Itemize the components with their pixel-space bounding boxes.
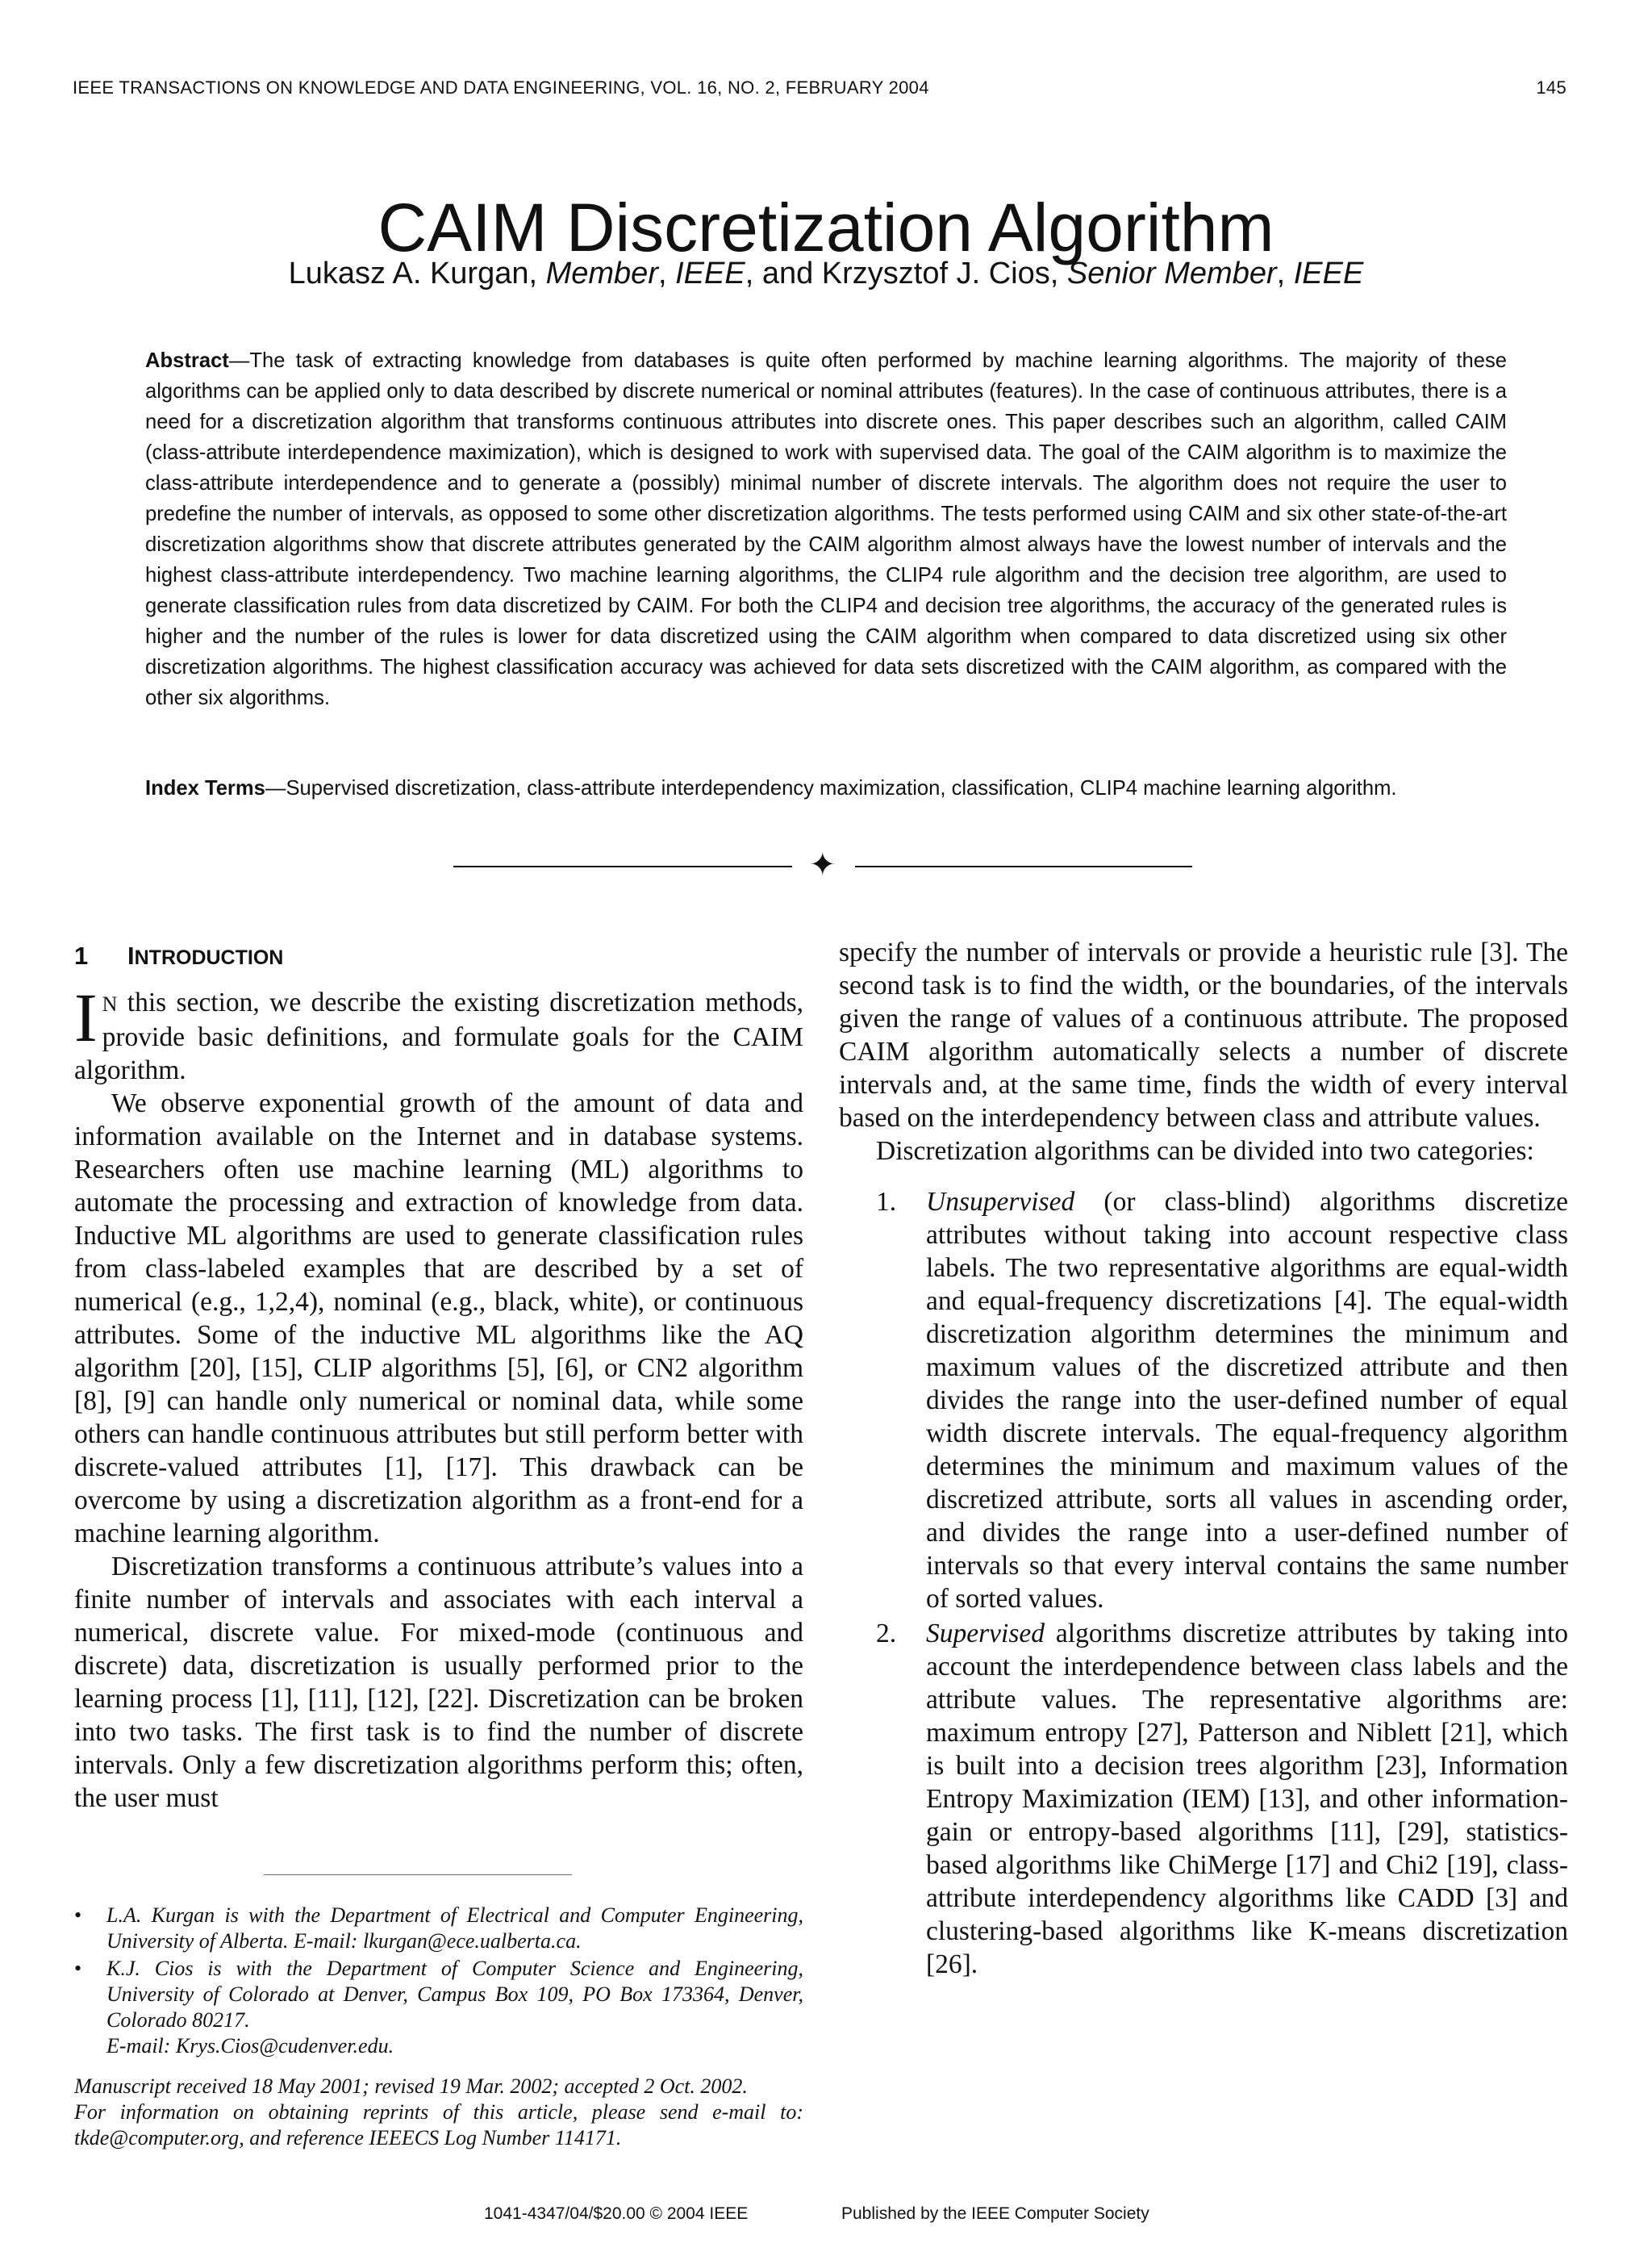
abstract-label: Abstract (145, 349, 229, 372)
author-2-name: , and Krzysztof J. Cios, (745, 257, 1067, 290)
author-2-role: Senior Member (1066, 257, 1277, 290)
intro-paragraph-3: Discretization transforms a continuous attribute’s values into a finite number of intervals and associates with each interval a numerical, discrete value. For mixed-mode (continuous and discrete) data, discretization is usually performed prior to the learning process [1], [11], [12], [22]. Discretization can be broken into two tasks. The first task is to find the number of discrete intervals. Only a few discretization algorithms perform this; often, the user must (74, 1552, 803, 1813)
footnotes (74, 1903, 803, 2151)
manuscript-dates: Manuscript received 18 May 2001; revised 19 Mar. 2002; accepted 2 Oct. 2002. (74, 2074, 748, 2098)
intro-first-letters: N (102, 992, 118, 1016)
section-number: 1 (74, 942, 89, 970)
drop-cap: I (74, 979, 98, 1056)
author-line (0, 257, 1652, 291)
separator: , (1276, 257, 1294, 290)
author-1-org: IEEE (675, 257, 745, 290)
intro-paragraph-2: We observe exponential growth of the amount of data and information available on the Internet and in database systems. Researchers often use machine learning (ML) algorithms to automate the processing and extraction of knowledge from data. Inductive ML algorithms are used to generate classification rules from class-labeled examples that are described by a set of numerical (e.g., 1,2,4), nominal (e.g., black, white), or continuous attributes. Some of the inductive ML algorithms like the AQ algorithm [20], [15], CLIP algorithms [5], [6], or CN2 algorithm [8], [9] can handle only numerical or nominal data, while some others can handle continuous attributes but still perform better with discrete-valued attributes [1], [17]. This drawback can be overcome by using a discretization algorithm as a front-end for a machine learning algorithm. (74, 1088, 803, 1548)
section-divider (0, 846, 1652, 883)
index-terms (145, 773, 1507, 804)
abstract (145, 345, 1507, 713)
intro-paragraph-4: specify the number of intervals or provide a heuristic rule [3]. The second task is to find the width, or the boundaries, of the intervals given the range of values of a continuous attribute. The proposed CAIM algorithm automatically selects a number of discrete intervals and, at the same time, finds the width of every interval based on the interdependency between class and attribute values. (839, 938, 1568, 1133)
divider-line-left (453, 866, 792, 867)
author-2-org: IEEE (1293, 257, 1364, 290)
separator: , (657, 257, 676, 290)
divider-line-right (855, 866, 1192, 867)
journal-header: IEEE TRANSACTIONS ON KNOWLEDGE AND DATA ENGINEERING, VOL. 16, NO. 2, FEBRUARY 2004 (73, 77, 929, 98)
footnote-affiliation-2 (74, 1956, 803, 2059)
list-item (839, 1617, 1568, 1981)
author-1-name: Lukasz A. Kurgan, (288, 257, 546, 290)
author-1-role: Member (545, 257, 658, 290)
section-heading-introduction (74, 936, 803, 976)
list-item-term: Supervised (926, 1619, 1045, 1648)
footnote-affiliation-1 (74, 1903, 803, 1954)
list-item-text: algorithms discretize attributes by taking into account the interdependence between class labels and the attribute values. The representative algorithms are: maximum entropy [27], Patterson and Niblett [21], which is built into a decision trees algorithm [23], Information Entropy Maximization (IEM) [13], and other information-gain or entropy-based algorithms [11], [29], statistics-based algorithms like ChiMerge [17] and Chi2 [19], class-attribute interdependency algorithms like CADD [3] and clustering-based algorithms like K-means discretization [26]. (926, 1619, 1568, 1979)
publisher-line: Published by the IEEE Computer Society (841, 2204, 1149, 2223)
list-item-text: (or class-blind) algorithms discretize attributes without taking into account respective class labels. The two representative algorithms are equal-width and equal-frequency discretizations [4]. The equal-width discretization algorithm determines the minimum and maximum values of the discretized attribute and then divides the range into the user-defined number of equal width discrete intervals. The equal-frequency algorithm determines the minimum and maximum values of the discretized attribute, sorts all values in ascending order, and divides the range into a user-defined number of intervals so that every interval contains the same number of sorted values. (926, 1187, 1568, 1614)
intro-paragraph-1-text: this section, we describe the existing discretization methods, provide basic definitions, and formulate goals for the CAIM algorithm. (74, 988, 803, 1085)
index-terms-label: Index Terms (145, 777, 265, 800)
abstract-text: —The task of extracting knowledge from databases is quite often performed by machine learning algorithms. The majority of these algorithms can be applied only to data described by discrete numerical or nominal attributes (features). In the case of continuous attributes, there is a need for a discretization algorithm that transforms continuous attributes into discrete ones. This paper describes such an algorithm, called CAIM (class-attribute interdependence maximization), which is designed to work with supervised data. The goal of the CAIM algorithm is to maximize the class-attribute interdependence and to generate a (possibly) minimal number of discrete intervals. The algorithm does not require the user to predefine the number of intervals, as opposed to some other discretization algorithms. The tests performed using CAIM and six other state-of-the-art discretization algorithms show that discrete attributes generated by the CAIM algorithm almost always have the lowest number of intervals and the highest class-attribute interdependency. Two machine learning algorithms, the CLIP4 rule algorithm and the decision tree algorithm, are used to generate classification rules from data discretized by CAIM. For both the CLIP4 and decision tree algorithms, the accuracy of the generated rules is higher and the number of the rules is lower for data discretized using the CAIM algorithm when compared to data discretized using six other discretization algorithms. The highest classification accuracy was achieved for data sets discretized with the CAIM algorithm, as compared with the other six algorithms. (145, 349, 1507, 709)
section-title: NTRODUCTION (134, 946, 284, 969)
bullet-icon: • (74, 1957, 82, 1980)
footnote-email: E-mail: Krys.Cios@cudenver.edu. (106, 2034, 394, 2058)
footnote-text: K.J. Cios is with the Department of Computer Science and Engineering, University of Colorado at Denver, Campus Box 109, PO Box 173364, Denver, Colorado 80217. (106, 1957, 803, 2032)
list-item-term: Unsupervised (926, 1187, 1075, 1217)
divider-star-icon: ✦ (809, 846, 836, 883)
list-item-number: 1. (876, 1187, 897, 1217)
intro-paragraph-1 (74, 979, 803, 1087)
footnote-rule (264, 1874, 572, 1875)
reprints-note: For information on obtaining reprints of this article, please send e-mail to: tkde@computer.org, and reference IEEECS Log Number 114171. (74, 2100, 803, 2149)
index-terms-text: —Supervised discretization, class-attribute interdependency maximization, classification, CLIP4 machine learning algorithm. (265, 777, 1397, 800)
right-column (839, 936, 1568, 1982)
running-header (73, 77, 1566, 110)
section-title-initial: I (127, 942, 135, 970)
intro-paragraph-5: Discretization algorithms can be divided into two categories: (876, 1136, 1534, 1166)
footnote-text: L.A. Kurgan is with the Department of Electrical and Computer Engineering, University of Alberta. E-mail: lkurgan@ece.ualberta.ca. (106, 1903, 803, 1953)
page-number: 145 (1536, 77, 1566, 98)
category-list (839, 1185, 1568, 1981)
left-column (74, 936, 803, 2151)
list-item-number: 2. (876, 1619, 897, 1648)
copyright-line: 1041-4347/04/$20.00 © 2004 IEEE (484, 2204, 749, 2223)
list-item (839, 1185, 1568, 1615)
paper-title: CAIM Discretization Algorithm (378, 190, 1274, 266)
bullet-icon: • (74, 1903, 82, 1927)
